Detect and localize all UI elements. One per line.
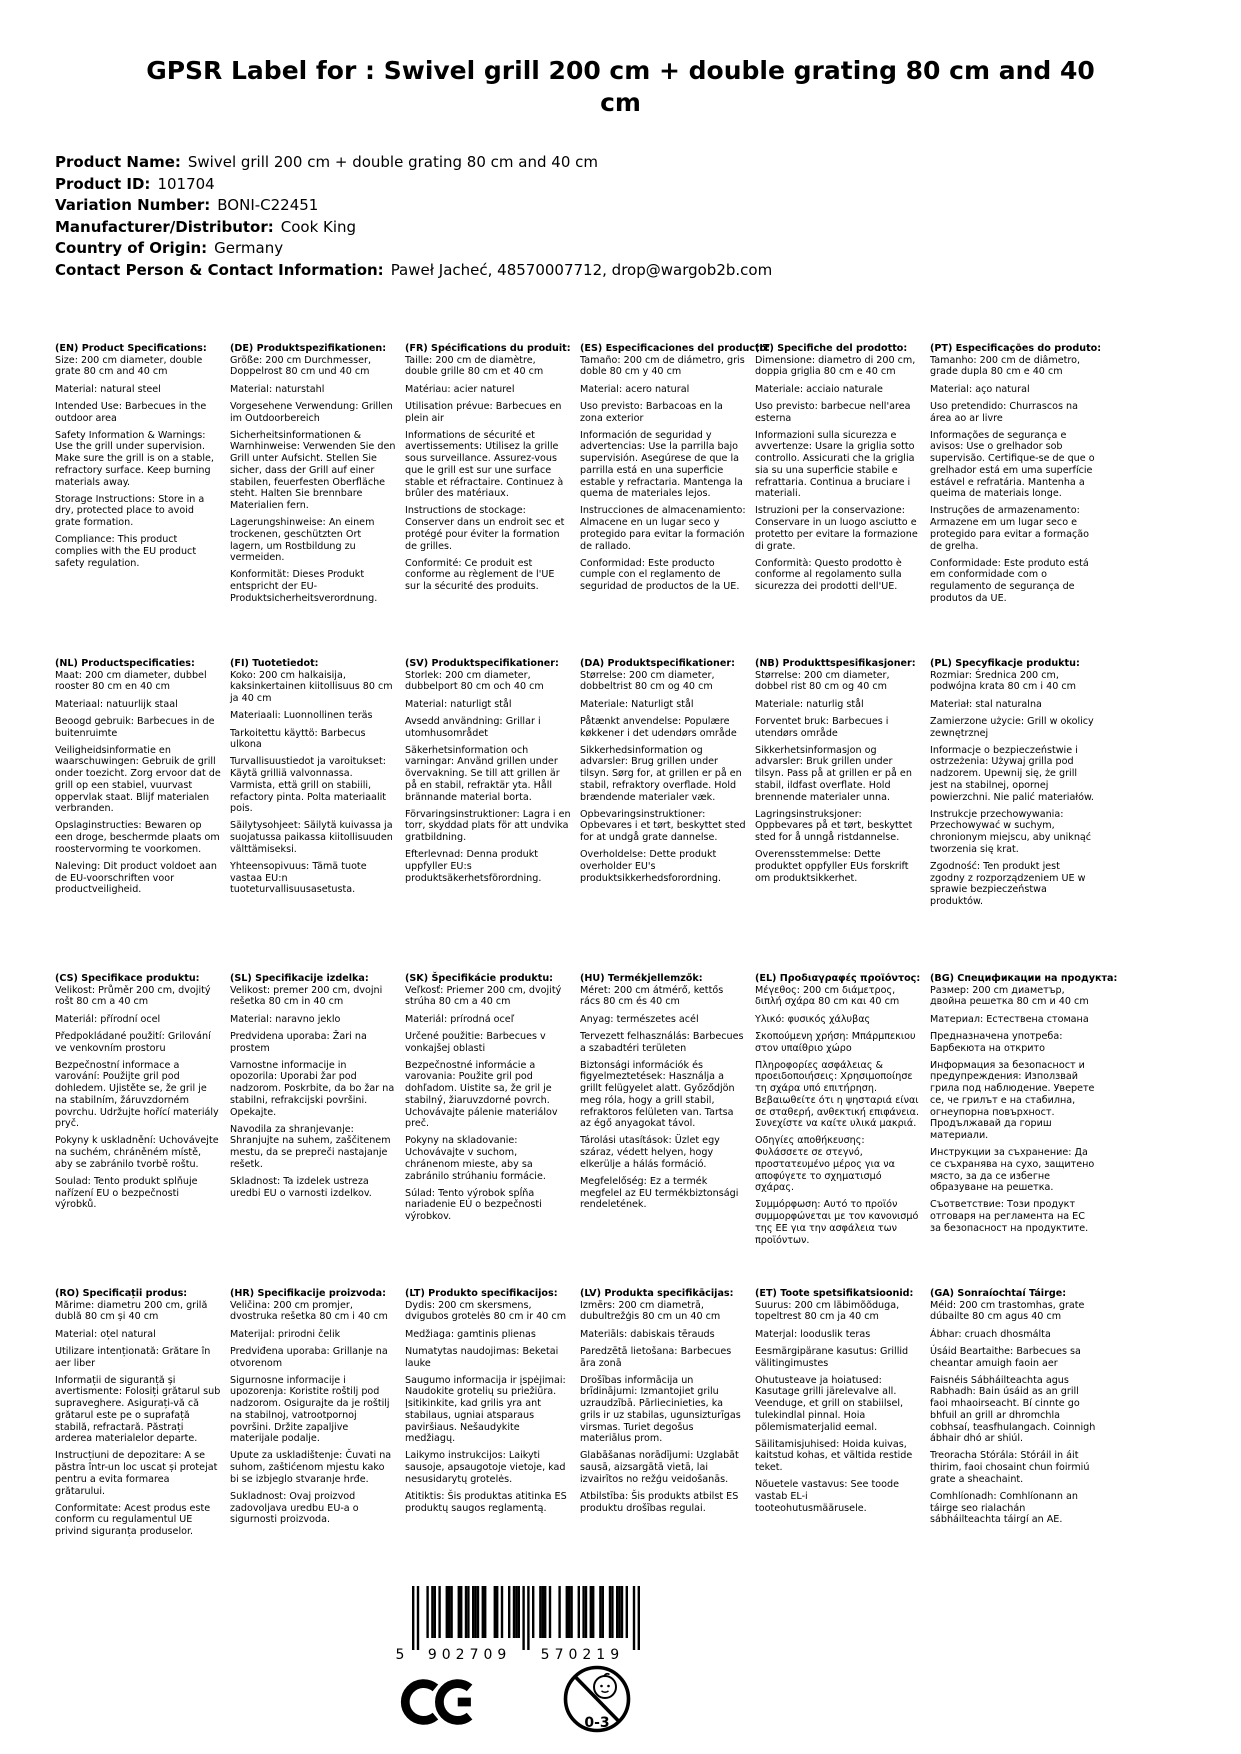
spec-paragraph: Veľkosť: Priemer 200 cm, dvojitý strúha 80 cm a 40 cm <box>405 984 562 1008</box>
spec-paragraph: Conformidade: Este produto está em conformidade com o regulamento de segurança de produtos da UE. <box>930 557 1089 604</box>
spec-paragraph: Opslaginstructies: Bewaren op een droge, beschermde plaats om roostervorming te voorkomen. <box>55 820 220 855</box>
product-info-field-label: Variation Number: <box>55 196 211 214</box>
spec-paragraph: Velikost: premer 200 cm, dvojni rešetka 80 cm in 40 cm <box>230 984 383 1008</box>
spec-paragraph: Uso pretendido: Churrascos na área ao ar livre <box>930 400 1079 424</box>
product-info-row <box>55 217 1241 239</box>
spec-paragraph: Instrucțiuni de depozitare: A se păstra într-un loc uscat și protejat pentru a evita formarea grătarului. <box>55 1450 218 1497</box>
spec-paragraph: Ábhar: cruach dhosmálta <box>930 1328 1051 1340</box>
spec-paragraph: Comhlíonadh: Comhlíonann an táirge seo rialachán sábháilteachta táirgí an AE. <box>930 1491 1078 1526</box>
spec-paragraph: Informații de siguranță și avertismente: Folosiți grătarul sub supraveghere. Asigurați-vă că grătarul este pe o suprafață stabilă, refractară. Păstrați arderea materialelor departe. <box>55 1374 221 1445</box>
spec-paragraph: Conformità: Questo prodotto è conforme al regolamento sulla sicurezza dei prodotti dell'UE. <box>755 557 902 593</box>
spec-paragraph: Utilizare intenționată: Grătare în aer liber <box>55 1345 211 1369</box>
spec-paragraph: Sikkerhedsinformation og advarsler: Brug grillen under tilsyn. Sørg for, at grillen er på en stabil, refraktory overflade. Hold brændende materialer væk. <box>580 744 742 803</box>
spec-paragraph: Påtænkt anvendelse: Populære køkkener i det udendørs område <box>580 715 737 739</box>
spec-paragraph: Информация за безопасност и предупреждения: Използвай грила под наблюдение. Уверете се, че грилът е на стабилна, огнеупорна повърхност. Продължавай да гориш материали. <box>930 1059 1095 1141</box>
spec-paragraph: Предназначена употреба: Барбекюта на открито <box>930 1030 1063 1054</box>
barcode-digits-right: 570219 <box>540 1647 625 1663</box>
age-warning-glyph <box>560 1656 634 1750</box>
spec-paragraph: Turvallisuustiedot ja varoitukset: Käytä grilliä valvonnassa. Varmista, että grill on stabiili, refactory pinta. Polta materiaalit pois. <box>230 756 387 815</box>
spec-cell-sl <box>230 973 396 1288</box>
spec-paragraph: Dimensione: diametro di 200 cm, doppia griglia 80 cm e 40 cm <box>755 354 916 378</box>
spec-paragraph: Atbilstība: Šis produkts atbilst ES produktu drošības regulai. <box>580 1491 739 1514</box>
spec-paragraph: Instructions de stockage: Conserver dans un endroit sec et protégé pour éviter la formation de grilles. <box>405 505 565 552</box>
spec-paragraph: Größe: 200 cm Durchmesser, Doppelrost 80 cm und 40 cm <box>230 354 371 378</box>
spec-paragraph: Materiál: prírodná oceľ <box>405 1013 515 1025</box>
spec-cell-ga <box>930 1288 1096 1603</box>
spec-header: (LV) Produkta specifikācijas: <box>580 1288 734 1299</box>
spec-cell-et <box>755 1288 921 1603</box>
spec-paragraph: Méid: 200 cm trastomhas, grate dúbailte 80 cm agus 40 cm <box>930 1299 1085 1323</box>
spec-cell-nb <box>755 658 921 973</box>
spec-paragraph: Méret: 200 cm átmérő, kettős rács 80 cm és 40 cm <box>580 984 724 1008</box>
product-info-field-value: Swivel grill 200 cm + double grating 80 cm and 40 cm <box>187 153 598 171</box>
spec-paragraph: Förvaringsinstruktioner: Lagra i en torr, skyddad plats för att undvika gratbildning. <box>405 808 571 844</box>
spec-cell-fr <box>405 343 571 658</box>
spec-paragraph: Instrukcje przechowywania: Przechowywać w suchym, chronionym miejscu, aby uniknąć tworzenia się krat. <box>930 808 1092 855</box>
spec-paragraph: Skladnost: Ta izdelek ustreza uredbi EU o varnosti izdelkov. <box>230 1176 372 1199</box>
spec-paragraph: Avsedd användning: Grillar i utomhusområdet <box>405 715 541 739</box>
product-info-field-value: 101704 <box>157 174 215 193</box>
spec-paragraph: Lagringsinstruksjoner: Oppbevares på et tørt, beskyttet sted for å unngå ristdannelse. <box>755 808 913 844</box>
spec-header: (EN) Product Specifications: <box>55 343 207 354</box>
spec-header: (EL) Προδιαγραφές προϊόντος: <box>755 973 921 984</box>
spec-paragraph: Conformidad: Este producto cumple con el reglamento de seguridad de productos de la UE. <box>580 557 740 593</box>
spec-header: (ES) Especificaciones del producto: <box>580 343 771 354</box>
spec-cell-en <box>55 343 221 658</box>
spec-paragraph: Upute za uskladištenje: Čuvati na suhom, zaštićenom mjestu kako bi se izbjeglo stvaranje hrđe. <box>230 1450 392 1485</box>
spec-paragraph: Säilitamisjuhised: Hoida kuivas, kaitstud kohas, et vältida restide teket. <box>755 1438 913 1474</box>
spec-paragraph: Ohutusteave ja hoiatused: Kasutage grilli järelevalve all. Veenduge, et grill on stabiilsel, tulekindlal pinnal. Hoia põlemismaterjalid eemal. <box>755 1374 904 1433</box>
product-info-row <box>55 238 1241 260</box>
spec-paragraph: Material: naturligt stål <box>405 698 512 710</box>
product-info-row <box>55 260 1241 282</box>
spec-paragraph: Konformität: Dieses Produkt entspricht der EU-Produktsicherheitsverordnung. <box>230 569 378 604</box>
spec-paragraph: Drošības informācija un brīdinājumi: Izmantojiet grilu uzraudzībā. Pārliecinieties, ka grils ir uz stabilas, ugunsizturīgas virsmas. Turiet degošus materiālus prom. <box>580 1374 741 1445</box>
spec-header: (DE) Produktspezifikationen: <box>230 343 387 354</box>
product-info-field-label: Manufacturer/Distributor: <box>55 217 274 236</box>
spec-paragraph: Megfelelőség: Ez a termék megfelel az EU termékbiztonsági rendeletének. <box>580 1176 739 1211</box>
spec-cell-sv <box>405 658 571 973</box>
spec-paragraph: Uso previsto: barbecue nell'area esterna <box>755 400 911 424</box>
spec-paragraph: Materiāls: dabiskais tērauds <box>580 1328 715 1340</box>
spec-paragraph: Størrelse: 200 cm diameter, dobbeltrist 80 cm og 40 cm <box>580 669 715 693</box>
spec-cell-pl <box>930 658 1096 973</box>
spec-paragraph: Υλικό: φυσικός χάλυβας <box>755 1013 871 1025</box>
spec-paragraph: Laikymo instrukcijos: Laikyti sausoje, apsaugotoje vietoje, kad nesusidarytų grotelės. <box>405 1450 566 1485</box>
spec-paragraph: Overholdelse: Dette produkt overholder EU's produktsikkerhedsforordning. <box>580 849 722 884</box>
spec-paragraph: Материал: Естествена стомана <box>930 1013 1089 1025</box>
spec-cell-el <box>755 973 921 1288</box>
spec-paragraph: Uso previsto: Barbacoas en la zona exterior <box>580 400 723 424</box>
spec-cell-fi <box>230 658 396 973</box>
spec-paragraph: Materiał: stal naturalna <box>930 698 1042 710</box>
spec-paragraph: Opbevaringsinstruktioner: Opbevares i et tørt, beskyttet sted for at undgå grate dannelse. <box>580 808 746 844</box>
spec-paragraph: Faisnéis Sábháilteachta agus Rabhadh: Bain úsáid as an grill faoi mhaoirseacht. Bí cinnte go bhfuil an grill ar dhromchla cobhsaí, teasfhulangach. Coinnigh ábhair dhó ar shiúl. <box>930 1374 1096 1445</box>
ce-mark-glyph <box>400 1674 484 1730</box>
spec-paragraph: Naleving: Dit product voldoet aan de EU-voorschriften voor productveiligheid. <box>55 861 217 896</box>
spec-paragraph: Materiale: Naturligt stål <box>580 698 694 710</box>
spec-cell-lv <box>580 1288 746 1603</box>
spec-paragraph: Súlad: Tento výrobok spĺňa nariadenie EÚ o bezpečnosti výrobkov. <box>405 1187 542 1223</box>
spec-paragraph: Určené použitie: Barbecues v vonkajšej oblasti <box>405 1030 546 1054</box>
spec-paragraph: Nõuetele vastavus: See toode vastab EL-i tooteohutusmäärusele. <box>755 1479 899 1514</box>
spec-paragraph: Materijal: prirodni čelik <box>230 1328 341 1340</box>
spec-header: (PT) Especificações do produto: <box>930 343 1102 354</box>
spec-header: (ET) Toote spetsifikatsioonid: <box>755 1288 914 1299</box>
barcode-bars <box>390 1586 660 1666</box>
spec-header: (FR) Spécifications du produit: <box>405 343 571 354</box>
spec-header: (CS) Specifikace produktu: <box>55 973 200 984</box>
spec-paragraph: Informações de segurança e avisos: Use o grelhador sob supervisão. Certifique-se de que o grelhador está em uma superfície estável e refratária. Mantenha a queima de materiais longe. <box>930 429 1095 500</box>
spec-cell-ro <box>55 1288 221 1603</box>
spec-paragraph: Efterlevnad: Denna produkt uppfyller EU:s produktsäkerhetsförordning. <box>405 849 542 884</box>
spec-paragraph: Veličina: 200 cm promjer, dvostruka rešetka 80 cm i 40 cm <box>230 1299 388 1323</box>
spec-cell-da <box>580 658 746 973</box>
spec-paragraph: Beoogd gebruik: Barbecues in de buitenruimte <box>55 715 215 739</box>
specs-grid <box>55 343 1118 1603</box>
spec-cell-bg <box>930 973 1118 1288</box>
spec-header: (HU) Termékjellemzők: <box>580 973 703 984</box>
spec-paragraph: Conformité: Ce produit est conforme au règlement de l'UE sur la sécurité des produits. <box>405 557 555 593</box>
ce-mark-icon <box>400 1674 484 1734</box>
spec-paragraph: Инструкции за съхранение: Да се съхранява на сухо, защитено място, за да се избегне образуване на решетка. <box>930 1147 1095 1194</box>
spec-paragraph: Atitiktis: Šis produktas atitinka ES produktų saugos reglamentą. <box>405 1491 567 1514</box>
spec-paragraph: Glabāšanas norādījumi: Uzglabāt sausā, aizsargātā vietā, lai izvairītos no režģu veidošanās. <box>580 1450 739 1485</box>
spec-paragraph: Materiál: přírodní ocel <box>55 1013 161 1025</box>
spec-paragraph: Materiale: naturlig stål <box>755 698 864 710</box>
spec-paragraph: Conformitate: Acest produs este conform cu regulamentul UE privind siguranța produselor. <box>55 1502 211 1538</box>
spec-paragraph: Navodila za shranjevanje: Shranjujte na suhem, zaščitenem mestu, da se prepreči nastajanje rešetk. <box>230 1123 391 1170</box>
spec-paragraph: Compliance: This product complies with the EU product safety regulation. <box>55 534 197 569</box>
spec-header: (NB) Produkttspesifikasjoner: <box>755 658 916 669</box>
spec-paragraph: Materiale: acciaio naturale <box>755 383 883 395</box>
product-info-field-label: Product Name: <box>55 153 181 171</box>
spec-paragraph: Treoracha Stórála: Stóráil in áit thirim, faoi chosaint chun foirmiú grate a sheachaint. <box>930 1450 1090 1485</box>
product-info-field-value: Paweł Jacheć, 48570007712, drop@wargob2b.com <box>390 260 773 279</box>
spec-paragraph: Matériau: acier naturel <box>405 383 515 395</box>
product-info-row <box>55 174 1241 196</box>
spec-cell-pt <box>930 343 1102 658</box>
spec-paragraph: Mărime: diametru 200 cm, grilă dublă 80 cm și 40 cm <box>55 1299 208 1323</box>
spec-paragraph: Pokyny na skladovanie: Uchovávajte v suchom, chránenom mieste, aby sa zabránilo strúhaniu formácie. <box>405 1135 546 1182</box>
spec-paragraph: Lagerungshinweise: An einem trockenen, geschützten Ort lagern, um Rostbildung zu vermeiden. <box>230 517 375 564</box>
spec-header: (PL) Specyfikacje produktu: <box>930 658 1080 669</box>
spec-paragraph: Tarkoitettu käyttö: Barbecus ulkona <box>230 727 366 751</box>
spec-paragraph: Instrucciones de almacenamiento: Almacene en un lugar seco y protegido para evitar la formación de rallado. <box>580 505 746 552</box>
spec-paragraph: Taille: 200 cm de diamètre, double grille 80 cm et 40 cm <box>405 354 544 378</box>
spec-paragraph: Izmērs: 200 cm diametrā, dubultrežģis 80 cm un 40 cm <box>580 1299 721 1323</box>
spec-paragraph: Varnostne informacije in opozorila: Uporabi žar pod nadzorom. Poskrbite, da bo žar na stabilni, refrakcijski površini. Opekajte. <box>230 1059 395 1118</box>
spec-paragraph: Suurus: 200 cm läbimõõduga, topeltrest 80 cm ja 40 cm <box>755 1299 900 1323</box>
product-info-field-label: Product ID: <box>55 174 151 193</box>
spec-paragraph: Οδηγίες αποθήκευσης: Φυλάσσετε σε στεγνό, προστατευμένο μέρος για να αποφύγετε το σχηματισμό σχάρας. <box>755 1135 895 1194</box>
spec-paragraph: Yhteensopivuus: Tämä tuote vastaa EU:n tuoteturvallisuusasetusta. <box>230 861 367 896</box>
spec-paragraph: Σκοπούμενη χρήση: Μπάρμπεκιου στον υπαίθριο χώρο <box>755 1030 916 1054</box>
product-info-field-value: Germany <box>214 239 284 257</box>
spec-paragraph: Tárolási utasítások: Üzlet egy száraz, védett helyen, hogy elkerülje a hálás formáció. <box>580 1135 720 1170</box>
age-range-text: 0-3 <box>584 1715 610 1731</box>
spec-paragraph: Съответствие: Този продукт отговаря на регламента на ЕС за безопасност на продуктите. <box>930 1199 1089 1234</box>
product-info-list <box>55 152 1241 281</box>
product-info-row <box>55 152 1241 174</box>
spec-paragraph: Tamanho: 200 cm de diâmetro, grade dupla 80 cm e 40 cm <box>930 354 1081 378</box>
spec-paragraph: Størrelse: 200 cm diameter, dobbel rist 80 cm og 40 cm <box>755 669 890 693</box>
spec-paragraph: Úsáid Beartaithe: Barbecues sa cheantar amuigh faoin aer <box>930 1345 1081 1369</box>
spec-paragraph: Material: natural steel <box>55 383 161 395</box>
spec-cell-lt <box>405 1288 571 1603</box>
spec-paragraph: Rozmiar: Średnica 200 cm, podwójna krata 80 cm i 40 cm <box>930 669 1077 693</box>
spec-paragraph: Sikkerhetsinformasjon og advarsler: Bruk grillen under tilsyn. Pass på at grillen er på en stabil, ildfast overflate. Hold brennende materialer unna. <box>755 744 912 803</box>
spec-header: (BG) Спецификации на продукта: <box>930 973 1118 984</box>
spec-header: (SK) Špecifikácie produktu: <box>405 973 554 984</box>
spec-header: (SV) Produktspecifikationer: <box>405 658 559 669</box>
spec-paragraph: Saugumo informacija ir įspėjimai: Naudokite grotelių su priežiūra. Įsitikinkite, kad grilis yra ant stabilaus, ugniai atsparaus paviršiaus. Nešaudykite medžiagų. <box>405 1374 566 1445</box>
spec-paragraph: Intended Use: Barbecues in the outdoor area <box>55 400 207 424</box>
spec-cell-hu <box>580 973 746 1288</box>
spec-paragraph: Utilisation prévue: Barbecues en plein air <box>405 400 562 424</box>
spec-header: (DA) Produktspecifikationer: <box>580 658 735 669</box>
spec-paragraph: Materiaal: natuurlijk staal <box>55 698 178 710</box>
spec-header: (HR) Specifikacije proizvoda: <box>230 1288 386 1299</box>
spec-header: (SL) Specifikacije izdelka: <box>230 973 369 984</box>
spec-paragraph: Predviđena uporaba: Grillanje na otvorenom <box>230 1345 388 1369</box>
spec-paragraph: Size: 200 cm diameter, double grate 80 cm and 40 cm <box>55 354 203 378</box>
spec-paragraph: Informacje o bezpieczeństwie i ostrzeżenia: Używaj grilla pod nadzorem. Upewnij się, że grill jest na stabilnej, opornej powierzchni. Nie palić materiałów. <box>930 744 1094 803</box>
spec-paragraph: Material: aço natural <box>930 383 1030 395</box>
spec-paragraph: Συμμόρφωση: Αυτό το προϊόν συμμορφώνεται με τον κανονισμό της ΕΕ για την ασφάλεια των προϊόντων. <box>755 1199 919 1246</box>
spec-header: (LT) Produkto specifikacijos: <box>405 1288 558 1299</box>
spec-paragraph: Material: naravno jeklo <box>230 1013 341 1025</box>
age-warning-0-3-icon <box>560 1656 634 1754</box>
spec-paragraph: Informazioni sulla sicurezza e avvertenze: Usare la griglia sotto controllo. Assicurati che la griglia sia su una superficie stabile e refrattaria. Continua a bruciare i materiali. <box>755 429 915 500</box>
spec-paragraph: Tervezett felhasználás: Barbecues a szabadtéri területen <box>580 1030 744 1054</box>
spec-paragraph: Eesmärgipärane kasutus: Grillid välitingimustes <box>755 1345 909 1369</box>
spec-paragraph: Velikost: Průměr 200 cm, dvojitý rošt 80 cm a 40 cm <box>55 984 211 1008</box>
spec-header: (IT) Specifiche del prodotto: <box>755 343 908 354</box>
spec-paragraph: Tamaño: 200 cm de diámetro, gris doble 80 cm y 40 cm <box>580 354 745 378</box>
spec-paragraph: Sukladnost: Ovaj proizvod zadovoljava uredbu EU-a o sigurnosti proizvoda. <box>230 1491 359 1526</box>
spec-paragraph: Material: naturstahl <box>230 383 325 395</box>
spec-paragraph: Información de seguridad y advertencias: Use la parrilla bajo supervisión. Asegúrese de que la parrilla está en una superficie estable y refractaria. Mantenga la quema de materiales lejos. <box>580 429 743 500</box>
spec-paragraph: Vorgesehene Verwendung: Grillen im Outdoorbereich <box>230 400 393 424</box>
product-info-row <box>55 195 1241 217</box>
spec-header: (RO) Specificații produs: <box>55 1288 188 1299</box>
spec-paragraph: Pokyny k uskladnění: Uchovávejte na suchém, chráněném místě, aby se zabránilo tvorbě roštu. <box>55 1135 219 1170</box>
product-info-field-value: Cook King <box>280 217 357 236</box>
spec-paragraph: Informations de sécurité et avertissements: Utilisez la grille sous surveillance. Assurez-vous que le grill est sur une surface stable et réfractaire. Continuez à brûler des matériaux. <box>405 429 564 500</box>
barcode-digits-left: 902709 <box>427 1647 512 1663</box>
spec-paragraph: Overensstemmelse: Dette produktet oppfyller EUs forskrift om produktsikkerhet. <box>755 849 909 884</box>
spec-paragraph: Material: acero natural <box>580 383 690 395</box>
spec-paragraph: Bezpečnostné informácie a varovania: Použite gril pod dohľadom. Uistite sa, že gril je stabilný, žiaruvzdorné povrch. Uchovávajte pálenie materiálov preč. <box>405 1059 558 1130</box>
spec-paragraph: Safety Information & Warnings: Use the grill under supervision. Make sure the grill is on a stable, refractory surface. Keep burning materials away. <box>55 429 214 488</box>
spec-paragraph: Veiligheidsinformatie en waarschuwingen: Gebruik de grill onder toezicht. Zorg ervoor dat de grill op een stabiel, vuurvast oppervlak staat. Blijf materialen verbranden. <box>55 744 221 815</box>
spec-paragraph: Размер: 200 cm диаметър, двойна решетка 80 cm и 40 cm <box>930 984 1089 1008</box>
spec-paragraph: Soulad: Tento produkt splňuje nařízení EU o bezpečnosti výrobků. <box>55 1176 198 1211</box>
spec-cell-it <box>755 343 921 658</box>
spec-paragraph: Säkerhetsinformation och varningar: Använd grillen under övervakning. Se till att grillen är på en stabil, refraktär yta. Håll brännande material borta. <box>405 744 560 803</box>
spec-paragraph: Zgodność: Ten produkt jest zgodny z rozporządzeniem UE w sprawie bezpieczeństwa produktów. <box>930 861 1086 908</box>
spec-paragraph: Zamierzone użycie: Grill w okolicy zewnętrznej <box>930 715 1094 739</box>
spec-paragraph: Maat: 200 cm diameter, dubbel rooster 80 cm en 40 cm <box>55 669 207 693</box>
spec-cell-hr <box>230 1288 396 1603</box>
spec-paragraph: Istruzioni per la conservazione: Conservare in un luogo asciutto e protetto per evitare la formazione di grate. <box>755 505 918 552</box>
spec-paragraph: Predvidena uporaba: Žari na prostem <box>230 1030 367 1054</box>
spec-paragraph: Anyag: természetes acél <box>580 1013 699 1025</box>
spec-paragraph: Bezpečnostní informace a varování: Použijte gril pod dohledem. Ujistěte se, že gril je na stabilním, žáruvzdorném povrchu. Udržujte hořící materiály pryč. <box>55 1059 219 1130</box>
spec-paragraph: Πληροφορίες ασφάλειας & προειδοποιήσεις: Χρησιμοποίησε τη σχάρα υπό επιτήρηση. Βεβαιωθείτε ότι η ψησταριά είναι σε σταθερή, ανθεκτική επιφάνεια. Συνεχίστε να καίτε υλικά μακριά. <box>755 1059 920 1130</box>
spec-paragraph: Paredzētā lietošana: Barbecues āra zonā <box>580 1345 732 1369</box>
product-info-field-label: Contact Person & Contact Information: <box>55 260 384 279</box>
spec-cell-sk <box>405 973 571 1288</box>
spec-paragraph: Instruções de armazenamento: Armazene em um lugar seco e protegido para evitar a formação de grelha. <box>930 505 1090 552</box>
spec-paragraph: Sigurnosne informacije i upozorenja: Koristite roštilj pod nadzorom. Osigurajte da je roštilj na stabilnoj, vatrootpornoj površini. Držite zapaljive materijale podalje. <box>230 1374 390 1445</box>
spec-paragraph: Medžiaga: gamtinis plienas <box>405 1328 536 1340</box>
product-info-field-value: BONI-C22451 <box>217 196 319 214</box>
barcode-digit-first: 5 <box>395 1647 405 1663</box>
spec-cell-cs <box>55 973 221 1288</box>
spec-paragraph: Materiaali: Luonnollinen teräs <box>230 710 373 722</box>
spec-header: (FI) Tuotetiedot: <box>230 658 319 669</box>
spec-header: (GA) Sonraíochtaí Táirge: <box>930 1288 1067 1299</box>
spec-paragraph: Koko: 200 cm halkaisija, kaksinkertainen kiitollisuus 80 cm ja 40 cm <box>230 669 393 705</box>
spec-paragraph: Material: oțel natural <box>55 1328 156 1340</box>
page-title: GPSR Label for : Swivel grill 200 cm + double grating 80 cm and 40 cm <box>146 56 1095 117</box>
spec-cell-nl <box>55 658 221 973</box>
spec-paragraph: Forventet bruk: Barbecues i utendørs område <box>755 715 889 739</box>
spec-paragraph: Numatytas naudojimas: Beketai lauke <box>405 1345 559 1369</box>
spec-header: (NL) Productspecificaties: <box>55 658 195 669</box>
spec-paragraph: Säilytysohjeet: Säilytä kuivassa ja suojatussa paikassa kiitollisuuden välttämiseksi. <box>230 820 393 855</box>
spec-paragraph: Storlek: 200 cm diameter, dubbelport 80 cm och 40 cm <box>405 669 544 693</box>
spec-paragraph: Μέγεθος: 200 cm διάμετρος, διπλή σχάρα 80 cm και 40 cm <box>755 984 900 1008</box>
spec-paragraph: Předpokládané použití: Grilování ve venkovním prostoru <box>55 1030 211 1054</box>
spec-paragraph: Storage Instructions: Store in a dry, protected place to avoid grate formation. <box>55 493 205 529</box>
spec-paragraph: Materjal: looduslik teras <box>755 1328 871 1340</box>
spec-paragraph: Sicherheitsinformationen & Warnhinweise: Verwenden Sie den Grill unter Aufsicht. Stellen Sie sicher, dass der Grill auf einer stabilen, feuerfesten Oberfläche steht. Halten Sie brennbare Materialien fern. <box>230 429 396 511</box>
spec-cell-de <box>230 343 396 658</box>
spec-cell-es <box>580 343 771 658</box>
spec-paragraph: Dydis: 200 cm skersmens, dvigubos grotelės 80 cm ir 40 cm <box>405 1299 567 1323</box>
spec-paragraph: Biztonsági információk és figyelmeztetések: Használja a grillt felügyelet alatt. Győződjön meg róla, hogy a grill stabil, refraktoros felületen van. Tartsa az égő anyagokat távol. <box>580 1059 735 1130</box>
product-info-field-label: Country of Origin: <box>55 239 208 257</box>
